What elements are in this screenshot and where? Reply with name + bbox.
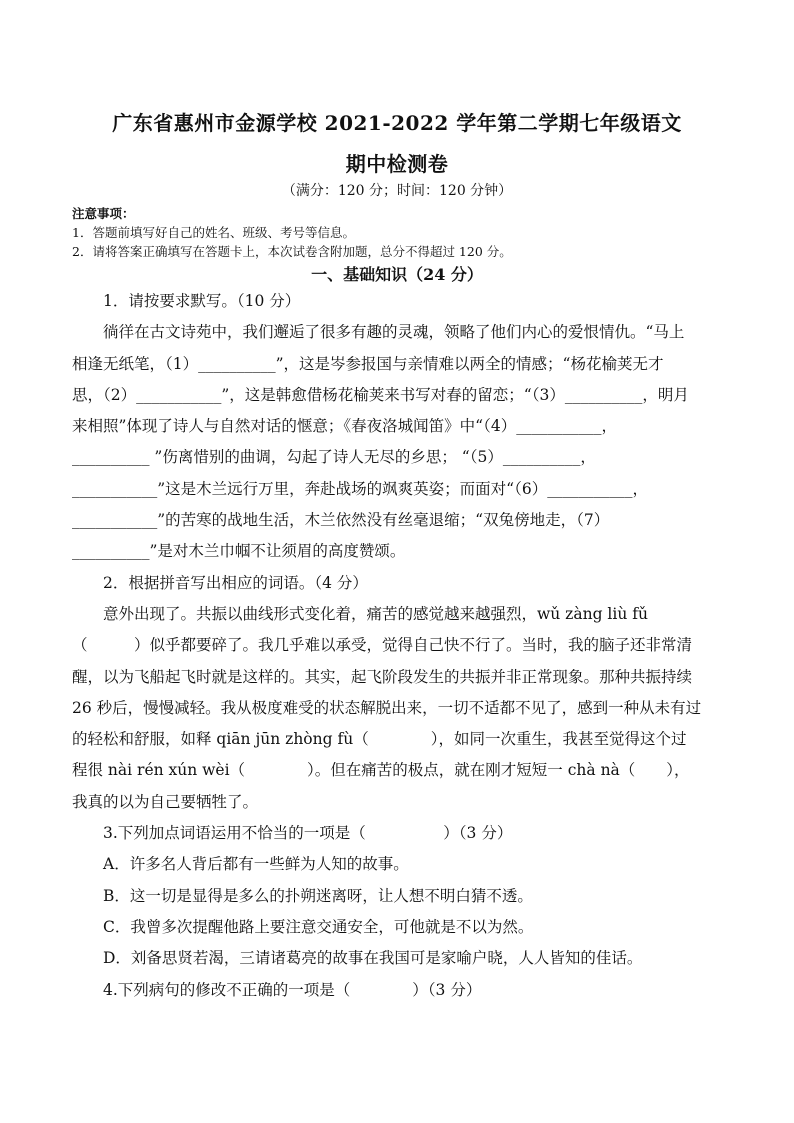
q2-line: 的轻松和舒服，如释 qiān jūn zhòng fù（ ），如同一次重生，我甚至觉得这个过 (72, 730, 687, 749)
q3-option-b: B．这一切是显得是多么的扑朔迷离呀，让人想不明白猜不透。 (103, 886, 533, 905)
q1-line: ___________”这是木兰远行万里，奔赴战场的飒爽英姿；而面对“（6）___________， (72, 479, 648, 498)
q2-line: 26 秒后，慢慢减轻。我从极度难受的状态解脱出来，一切不适都不见了，感到一种从未有过 (72, 698, 702, 717)
q2-prompt: 2．根据拼音写出相应的词语。（4 分） (103, 573, 368, 592)
exam-title-line1: 广东省惠州市金源学校 2021-2022 学年第二学期七年级语文 (112, 111, 682, 135)
q1-line: 来相照”体现了诗人与自然对话的惬意；《春夜洛城闻笛》中“（4）___________， (72, 417, 617, 436)
q1-line: __________ ”伤离惜别的曲调，勾起了诗人无尽的乡思； “（5）__________， (72, 448, 596, 467)
notes-block (72, 204, 512, 261)
notes-heading: 注意事项： (72, 206, 135, 221)
q1-line: ___________”的苦寒的战地生活，木兰依然没有丝毫退缩；“双兔傍地走，（7） (72, 511, 610, 530)
section-heading: 一、基础知识（24 分） (311, 265, 483, 284)
q1-line: 相逢无纸笔，（1）__________”，这是岑参报国与亲情难以两全的情感；“杨花榆荚无才 (72, 354, 664, 373)
q3-option-d: D．刘备思贤若渴，三请诸葛亮的故事在我国可是家喻户晓，人人皆知的佳话。 (103, 949, 643, 968)
q1-prompt: 1．请按要求默写。（10 分） (103, 292, 301, 310)
q2-line: 程很 nài rén xún wèi（ ）。但在痛苦的极点，就在刚才短短一 chà nà（ ）， (72, 761, 690, 780)
q3-prompt: 3.下列加点词语运用不恰当的一项是（ ）（3 分） (103, 824, 513, 843)
q1-line: __________”是对木兰巾帼不让须眉的高度赞颂。 (72, 542, 406, 561)
q2-line: 意外出现了。共振以曲线形式变化着，痛苦的感觉越来越强烈，wǔ zàng liù fǔ (103, 604, 648, 623)
q4-prompt: 4.下列病句的修改不正确的一项是（ ）（3 分） (103, 980, 482, 999)
q3-option-a: A．许多名人背后都有一些鲜为人知的故事。 (103, 855, 409, 874)
notes-item: 2．请将答案正确填写在答题卡上，本次试卷含附加题，总分不得超过 120 分。 (72, 244, 512, 259)
q2-line: （ ）似乎都要碎了。我几乎难以承受，觉得自己快不行了。当时，我的脑子还非常清 (72, 636, 693, 655)
q2-line: 醒，以为飞船起飞时就是这样的。其实，起飞阶段发生的共振并非正常现象。那种共振持续 (72, 667, 693, 686)
q1-line: 思，（2）___________”，这是韩愈借杨花榆荚来书写对春的留恋；“（3）__________，明月 (72, 385, 689, 404)
score-info: （满分：120 分；时间：120 分钟） (281, 183, 513, 199)
q3-option-c: C．我曾多次提醒他路上要注意交通安全，可他就是不以为然。 (103, 917, 534, 936)
question-body (72, 286, 722, 1006)
notes-item: 1．答题前填写好自己的姓名、班级、考号等信息。 (72, 225, 355, 240)
q1-line: 徜徉在古文诗苑中，我们邂逅了很多有趣的灵魂，领略了他们内心的爱恨情仇。“马上 (103, 323, 685, 342)
q2-line: 我真的以为自己要牺牲了。 (72, 792, 259, 811)
exam-title-line2: 期中检测卷 (345, 152, 449, 176)
